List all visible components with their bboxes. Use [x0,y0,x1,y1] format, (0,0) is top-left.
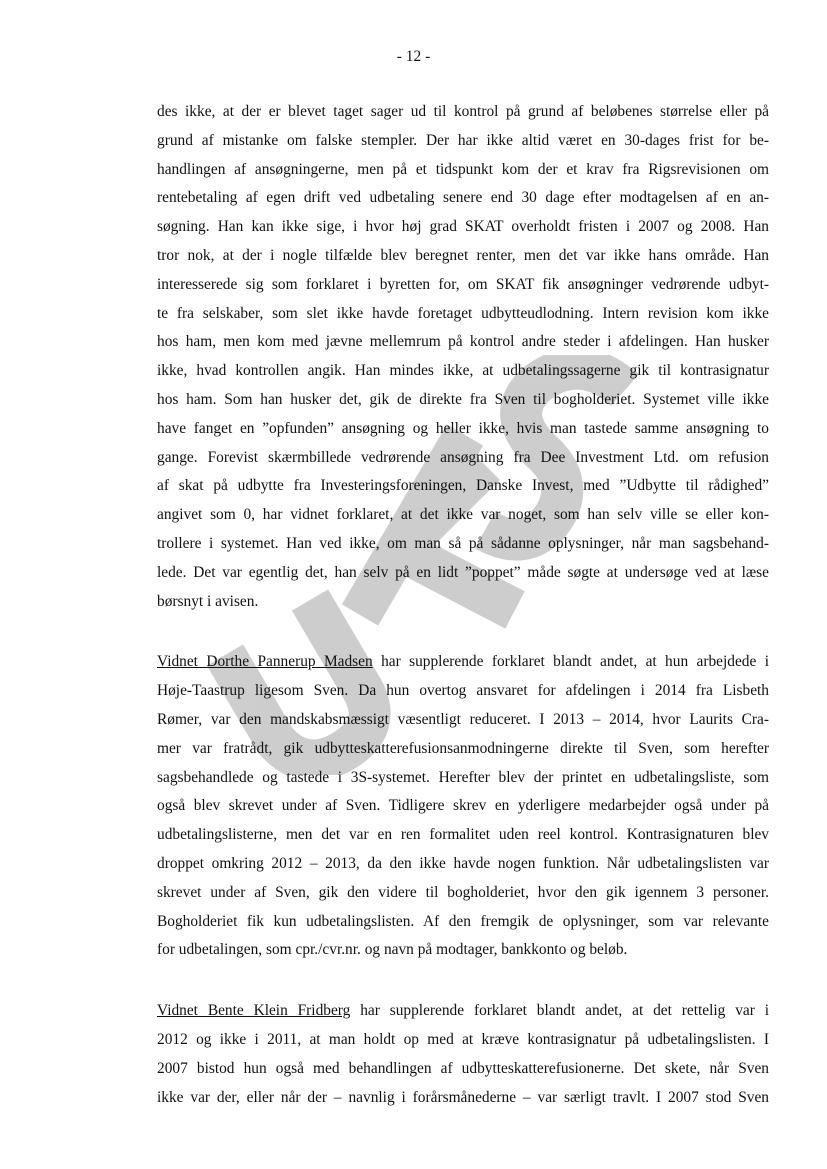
text-line: ikke var der, eller når der – navnlig i forårsmånederne – var særligt travlt. I 2007 stod Sven [157,1088,769,1106]
text-line: udbetalingslisterne, men det var en ren formalitet uden reel kontrol. Kontrasignaturen blev [157,826,769,844]
text-line: ikke, hvad kontrollen angik. Han mindes ikke, at udbetalingssagerne gik til kontrasignatur [157,362,769,380]
text-line: handlingen af ansøgningerne, men på et tidspunkt kom der et krav fra Rigsrevisionen om [157,160,769,178]
text-line: Høje-Taastrup ligesom Sven. Da hun overtog ansvaret for afdelingen i 2014 fra Lisbeth [157,682,769,700]
text-line: te fra selskaber, som slet ikke havde foretaget udbytteudlodning. Intern revision kom ikke [157,304,769,322]
document-body [157,98,769,1144]
text-line: des ikke, at der er blevet taget sager ud til kontrol på grund af beløbenes størrelse eller på [157,103,769,120]
text-line [157,997,769,1026]
text-segment: har supplerende forklaret blandt andet, at det rettelig var i [350,1002,769,1020]
text-line: hos ham. Som han husker det, gik de direkte fra Sven til bogholderiet. Systemet ville ikke [157,390,769,408]
text-line: skrevet under af Sven, gik den videre til bogholderiet, hvor den gik igennem 3 personer. [157,883,769,901]
text-line: mer var fratrådt, gik udbytteskatterefusionsanmodningerne direkte til Sven, som herefter [157,739,769,757]
page-number: - 12 - [396,48,431,65]
text-line: have fanget en ”opfunden” ansøgning og heller ikke, hvis man tastede samme ansøgning to [157,419,769,437]
text-line: rentebetaling af egen drift ved udbetaling senere end 30 dage efter modtagelsen af en an- [157,189,769,207]
text-line: søgning. Han kan ikke sige, i hvor høj grad SKAT overholdt fristen i 2007 og 2008. Han [157,218,769,236]
text-segment: har supplerende forklaret blandt andet, at hun arbejdede i [372,653,769,671]
text-line: af skat på udbytte fra Investeringsforeningen, Danske Invest, med ”Udbytte til rådighed” [157,477,769,495]
text-line: tror nok, at der i nogle tilfælde blev beregnet renter, men det var ikke hans område. Han [157,246,769,264]
text-line: også blev skrevet under af Sven. Tidligere skrev en yderligere medarbejder også under på [157,797,769,815]
text-line: for udbetalingen, som cpr./cvr.nr. og navn på modtager, bankkonto og beløb. [157,941,628,959]
text-line: 2007 bistod hun også med behandlingen af udbytteskatterefusionerne. Det skete, når Sven [157,1059,769,1077]
paragraph-2 [157,648,769,965]
text-line: droppet omkring 2012 – 2013, da den ikke havde nogen funktion. Når udbetalingslisten var [157,854,769,872]
text-line: gange. Forevist skærmbillede vedrørende ansøgning fra Dee Investment Ltd. om refusion [157,448,769,466]
witness-name: Vidnet Bente Klein Fridberg [157,1002,351,1020]
paragraph-3 [157,997,769,1112]
paragraph-1 [157,98,769,616]
text-line: børsnyt i avisen. [157,592,259,610]
text-line: angivet som 0, har vidnet forklaret, at det ikke var noget, som han selv ville se eller kon- [157,506,769,524]
text-line: Rømer, var den mandskabsmæssigt væsentligt reduceret. I 2013 – 2014, hvor Laurits Cra- [157,710,769,728]
witness-name: Vidnet Dorthe Pannerup Madsen [157,653,373,671]
text-line [157,648,769,677]
text-line: interesserede sig som forklaret i byretten for, om SKAT fik ansøgninger vedrørende udbyt- [157,275,769,293]
text-line: trollere i systemet. Han ved ikke, om man så på sådanne oplysninger, når man sagsbehand- [157,534,769,552]
text-line: hos ham, men kom med jævne mellemrum på kontrol andre steder i afdelingen. Han husker [157,333,769,351]
text-line: Bogholderiet fik kun udbetalingslisten. Af den fremgik de oplysninger, som var relevante [157,912,769,930]
text-line: sagsbehandlede og tastede i 3S-systemet. Herefter blev der printet en udbetalingsliste, som [157,768,769,786]
text-line: 2012 og ikke i 2011, at man holdt op med at kræve kontrasignatur på udbetalingslisten. I [157,1030,769,1048]
text-line: lede. Det var egentlig det, han selv på en lidt ”poppet” måde søgte at undersøge ved at læse [157,563,769,581]
text-line: grund af mistanke om falske stempler. Der har ikke altid været en 30-dages frist for be- [157,131,769,149]
